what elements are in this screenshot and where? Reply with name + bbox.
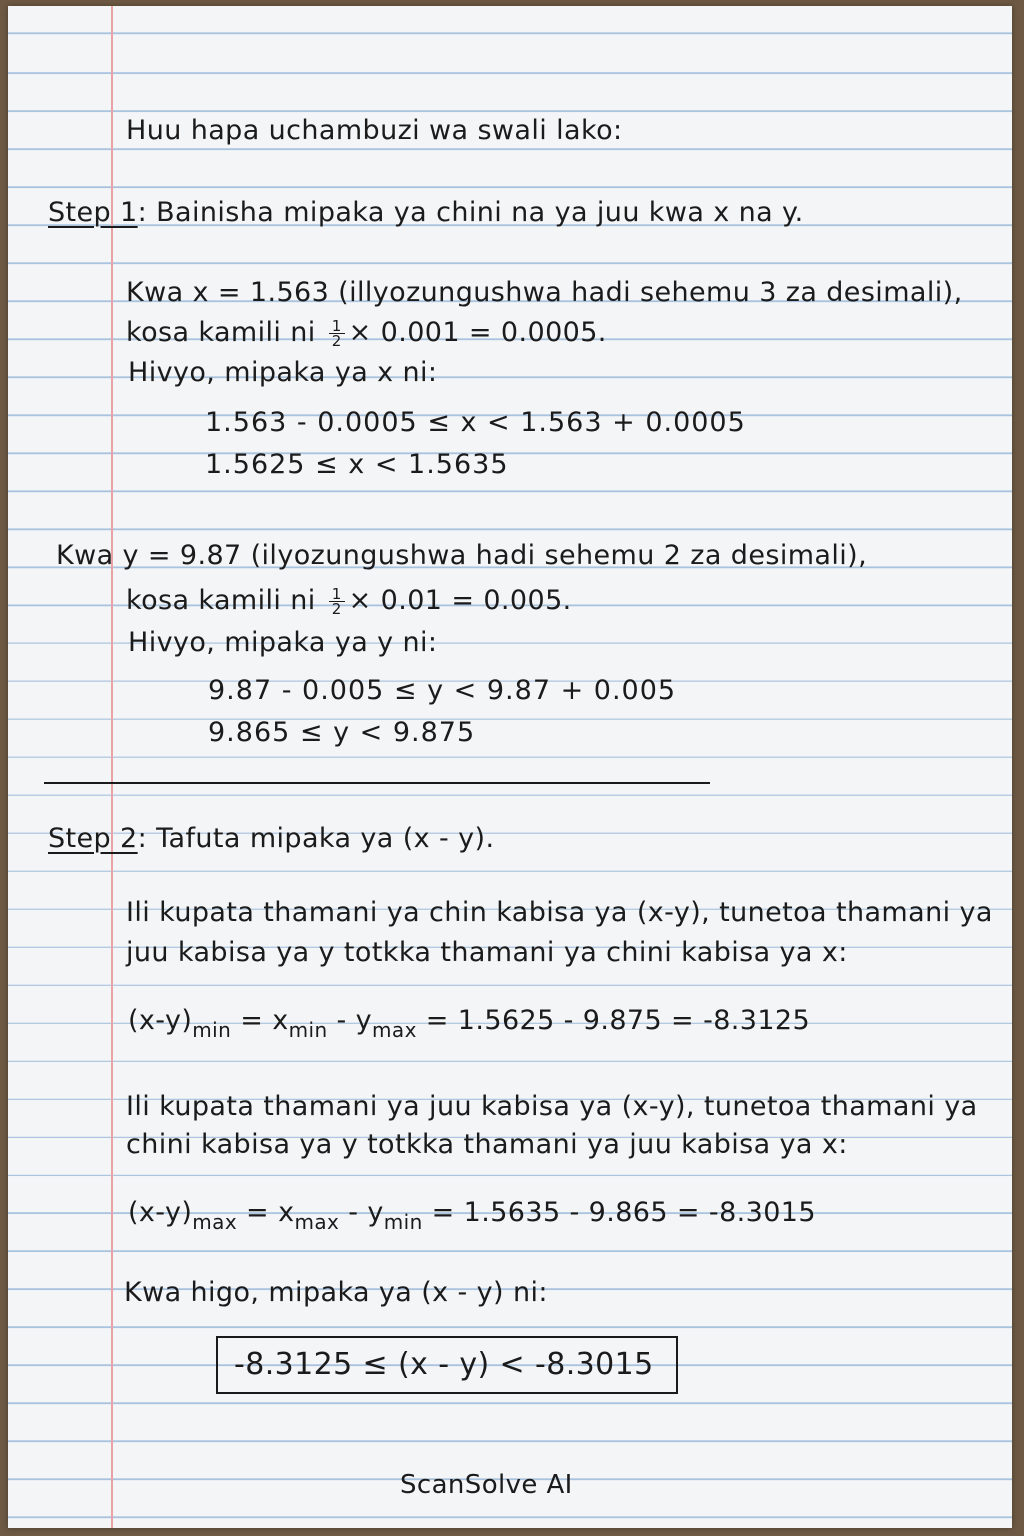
y-rounding-line: Kwa y = 9.87 (ilyozungushwa hadi sehemu 2 za desimali), bbox=[56, 540, 868, 571]
max-explanation-2: chini kabisa ya y totkka thamani ya juu kabisa ya x: bbox=[126, 1129, 848, 1160]
y-inequality-2: 9.865 ≤ y < 9.875 bbox=[208, 717, 476, 748]
max-explanation-1: Ili kupata thamani ya juu kabisa ya (x-y), tunetoa thamani ya bbox=[126, 1091, 978, 1122]
x-rounding-line: Kwa x = 1.563 (illyozungushwa hadi sehemu 3 za desimali), bbox=[126, 277, 963, 308]
step2-title: Tafuta mipaka ya (x - y). bbox=[156, 823, 495, 854]
half-fraction: $\frac{1}{2}$ bbox=[329, 319, 345, 348]
min-explanation-1: Ili kupata thamani ya chin kabisa ya (x-y), tunetoa thamani ya bbox=[126, 897, 993, 928]
x-inequality-1: 1.563 - 0.0005 ≤ x < 1.563 + 0.0005 bbox=[205, 407, 746, 438]
y-error-label: kosa kamili ni bbox=[126, 585, 316, 616]
step2-heading: Step 2: Tafuta mipaka ya (x - y). bbox=[48, 823, 495, 854]
step1-heading: Step 1: Bainisha mipaka ya chini na ya juu kwa x na y. bbox=[48, 197, 804, 228]
y-error-line bbox=[126, 586, 572, 616]
x-error-line bbox=[126, 318, 607, 348]
answer-box bbox=[216, 1336, 678, 1394]
y-error-value: × 0.01 = 0.005. bbox=[348, 585, 572, 616]
half-fraction: $\frac{1}{2}$ bbox=[329, 587, 345, 616]
notebook-page bbox=[8, 6, 1012, 1528]
section-divider bbox=[44, 782, 710, 784]
min-equation: $(x-y)_{min} = x_{min} - y_{max} = 1.5625 - 9.875 = -8.3125$ bbox=[128, 1005, 811, 1042]
step2-label: Step 2 bbox=[48, 823, 138, 854]
y-inequality-1: 9.87 - 0.005 ≤ y < 9.87 + 0.005 bbox=[208, 675, 677, 706]
step1-label: Step 1 bbox=[48, 197, 138, 228]
conclusion-text: Kwa higo, mipaka ya (x - y) ni: bbox=[124, 1277, 548, 1308]
max-equation: $(x-y)_{max} = x_{max} - y_{min} = 1.5635 - 9.865 = -8.3015$ bbox=[128, 1197, 816, 1234]
step1-title: Bainisha mipaka ya chini na ya juu kwa x na y. bbox=[156, 197, 804, 228]
y-bounds-intro: Hivyo, mipaka ya y ni: bbox=[128, 627, 438, 658]
x-inequality-2: 1.5625 ≤ x < 1.5635 bbox=[205, 449, 509, 480]
footer-brand: ScanSolve AI bbox=[400, 1470, 573, 1500]
final-answer: -8.3125 ≤ (x - y) < -8.3015 bbox=[234, 1347, 654, 1382]
x-error-label: kosa kamili ni bbox=[126, 317, 316, 348]
x-bounds-intro: Hivyo, mipaka ya x ni: bbox=[128, 357, 438, 388]
intro-text: Huu hapa uchambuzi wa swali lako: bbox=[126, 115, 623, 146]
min-explanation-2: juu kabisa ya y totkka thamani ya chini kabisa ya x: bbox=[126, 937, 848, 968]
x-error-value: × 0.001 = 0.0005. bbox=[348, 317, 607, 348]
